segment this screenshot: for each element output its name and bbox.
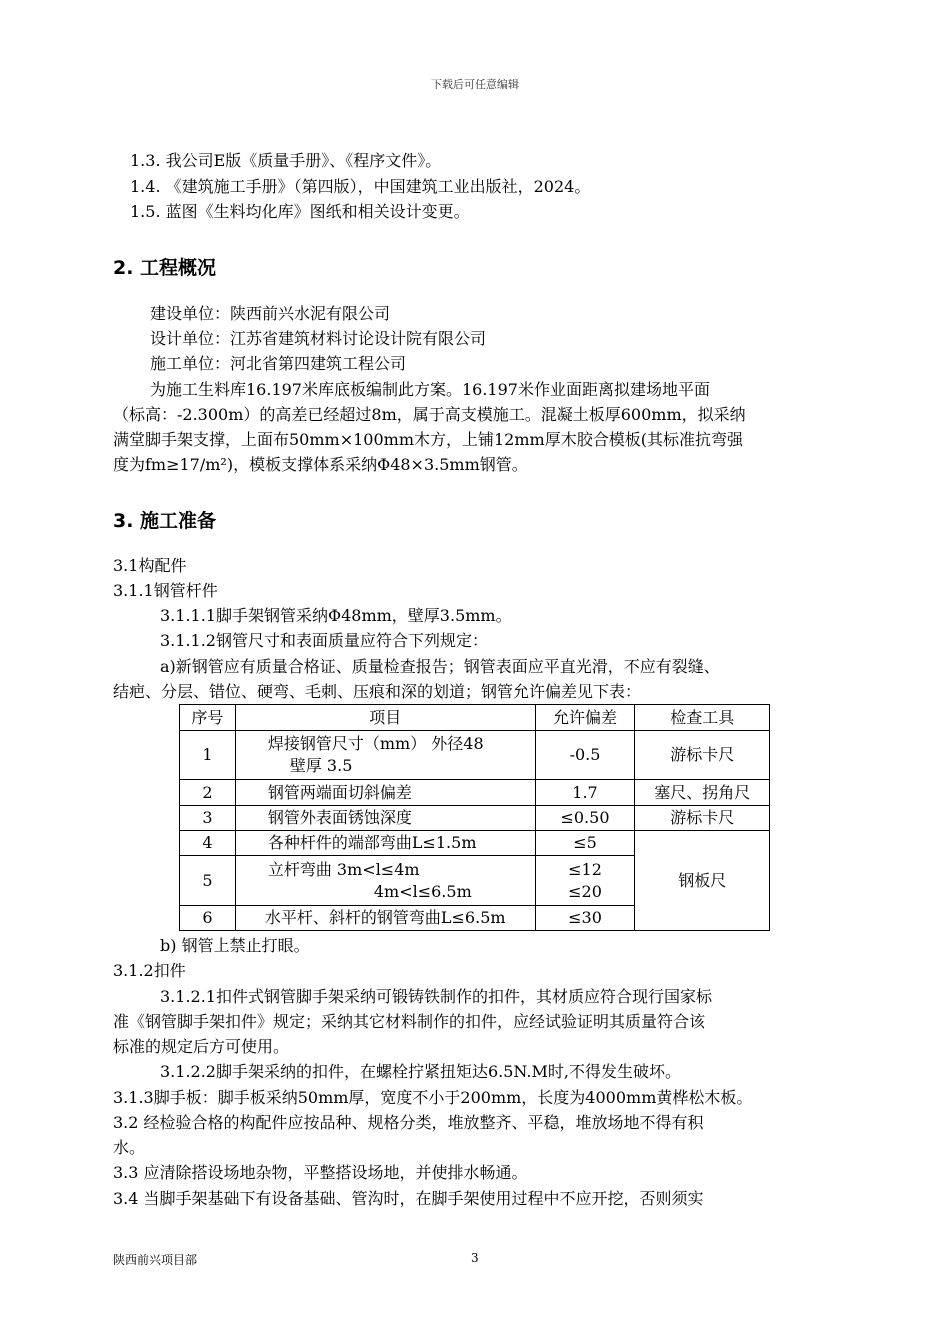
clause-3-3: 3.3 应清除搭设场地杂物，平整搭设场地，并使排水畅通。: [113, 1163, 528, 1182]
tolerance-line-1: ≤12: [568, 859, 602, 879]
footer-project: 陕西前兴项目部: [113, 1253, 198, 1267]
section-3-1-2: 3.1.2扣件: [113, 961, 186, 980]
clause-a-line-1: a)新钢管应有质量合格证、质量检查报告；钢管表面应平直光滑，不应有裂缝、: [160, 657, 720, 676]
table-row: [180, 806, 770, 831]
table-header-row: [180, 705, 770, 731]
row-item: [235, 731, 535, 780]
reference-1-4: 1.4. 《建筑施工手册》（第四版），中国建筑工业出版社，2024。: [130, 177, 591, 196]
row-item: 钢管两端面切斜偏差: [235, 780, 535, 806]
header-note: 下载后可任意编辑: [431, 78, 519, 91]
pipe-tolerance-table: [179, 704, 770, 931]
item-line-1: 焊接钢管尺寸（mm） 外径48: [267, 734, 484, 753]
row-item: 各种杆件的端部弯曲L≤1.5m: [235, 831, 535, 856]
row-tolerance: ≤5: [535, 831, 635, 856]
table-row: [180, 780, 770, 806]
row-tolerance: -0.5: [535, 731, 635, 780]
row-item: 钢管外表面锈蚀深度: [235, 806, 535, 831]
clause-3-1-2-2: 3.1.2.2脚手架采纳的扣件，在螺栓拧紧扭矩达6.5N.M时,不得发生破坏。: [160, 1062, 681, 1081]
section-3-1-1: 3.1.1钢管杆件: [113, 581, 218, 600]
row-no: 1: [180, 731, 236, 780]
clause-3-1-2-1-line-2: 准《钢管脚手架扣件》规定；采纳其它材料制作的扣件，应经试验证明其质量符合该: [113, 1012, 706, 1031]
row-tool-merged: 钢板尺: [635, 831, 770, 931]
item-line-1: 立杆弯曲 3m<l≤4m: [267, 859, 420, 879]
row-item: 水平杆、斜杆的钢管弯曲L≤6.5m: [235, 906, 535, 931]
overview-line-2: （标高：-2.300m）的高差已经超过8m，属于高支模施工。混凝土板厚600mm，拟采纳: [113, 405, 746, 424]
overview-line-4: 度为fm≥17/m²)，模板支撑体系采纳Φ48×3.5mm钢管。: [113, 455, 528, 474]
page-number: 3: [471, 1251, 479, 1265]
clause-3-1-3: 3.1.3脚手板：脚手板采纳50mm厚，宽度不小于200mm，长度为4000mm黄桦松木板。: [113, 1088, 753, 1107]
table-row: [180, 731, 770, 780]
header-tool: 检查工具: [635, 705, 770, 731]
reference-1-5: 1.5. 蓝图《生料均化库》图纸和相关设计变更。: [130, 202, 470, 221]
header-no: 序号: [180, 705, 236, 731]
clause-3-1-1-2: 3.1.1.2钢管尺寸和表面质量应符合下列规定：: [160, 631, 488, 650]
row-no: 5: [180, 856, 236, 906]
builder-unit: 建设单位：陕西前兴水泥有限公司: [150, 304, 391, 323]
row-no: 4: [180, 831, 236, 856]
row-tolerance: ≤0.50: [535, 806, 635, 831]
row-tool: 塞尺、拐角尺: [635, 780, 770, 806]
item-line-2: 壁厚 3.5: [289, 756, 353, 775]
overview-line-1: 为施工生料库16.197米库底板编制此方案。16.197米作业面距离拟建场地平面: [150, 380, 710, 399]
clause-3-1-2-1-line-1: 3.1.2.1扣件式钢管脚手架采纳可锻铸铁制作的扣件，其材质应符合现行国家标: [160, 987, 712, 1006]
row-tool: 游标卡尺: [635, 806, 770, 831]
row-tolerance: [535, 856, 635, 906]
clause-3-2-line-1: 3.2 经检验合格的构配件应按品种、规格分类，堆放整齐、平稳，堆放场地不得有积: [113, 1113, 704, 1132]
clause-3-4: 3.4 当脚手架基础下有设备基础、管沟时，在脚手架使用过程中不应开挖，否则须实: [113, 1189, 704, 1208]
row-no: 6: [180, 906, 236, 931]
row-no: 3: [180, 806, 236, 831]
designer-unit: 设计单位：江苏省建筑材料讨论设计院有限公司: [150, 329, 487, 348]
row-tolerance: ≤30: [535, 906, 635, 931]
row-no: 2: [180, 780, 236, 806]
row-tolerance: 1.7: [535, 780, 635, 806]
clause-b: b) 钢管上禁止打眼。: [160, 936, 310, 955]
row-tool: 游标卡尺: [635, 731, 770, 780]
reference-1-3: 1.3. 我公司E版《质量手册》、《程序文件》。: [130, 151, 442, 170]
header-item: 项目: [235, 705, 535, 731]
table-row: [180, 831, 770, 856]
clause-a-line-2: 结疤、分层、错位、硬弯、毛刺、压痕和深的划道；钢管允许偏差见下表：: [113, 682, 642, 701]
clause-3-1-2-1-line-3: 标准的规定后方可使用。: [113, 1037, 290, 1056]
item-line-2: 4m<l≤6.5m: [373, 881, 472, 901]
section-3-heading: 3. 施工准备: [113, 510, 217, 532]
header-tolerance: 允许偏差: [535, 705, 635, 731]
clause-3-1-1-1: 3.1.1.1脚手架钢管采纳Φ48mm，壁厚3.5mm。: [160, 606, 512, 625]
tolerance-line-2: ≤20: [568, 881, 602, 901]
clause-3-2-line-2: 水。: [113, 1138, 146, 1157]
section-3-1: 3.1构配件: [113, 556, 187, 575]
row-item: [235, 856, 535, 906]
section-2-heading: 2. 工程概况: [113, 257, 217, 279]
overview-line-3: 满堂脚手架支撑，上面布50mm×100mm木方，上铺12mm厚木胶合模板(其标准抗弯强: [113, 430, 743, 449]
contractor-unit: 施工单位：河北省第四建筑工程公司: [150, 354, 407, 373]
